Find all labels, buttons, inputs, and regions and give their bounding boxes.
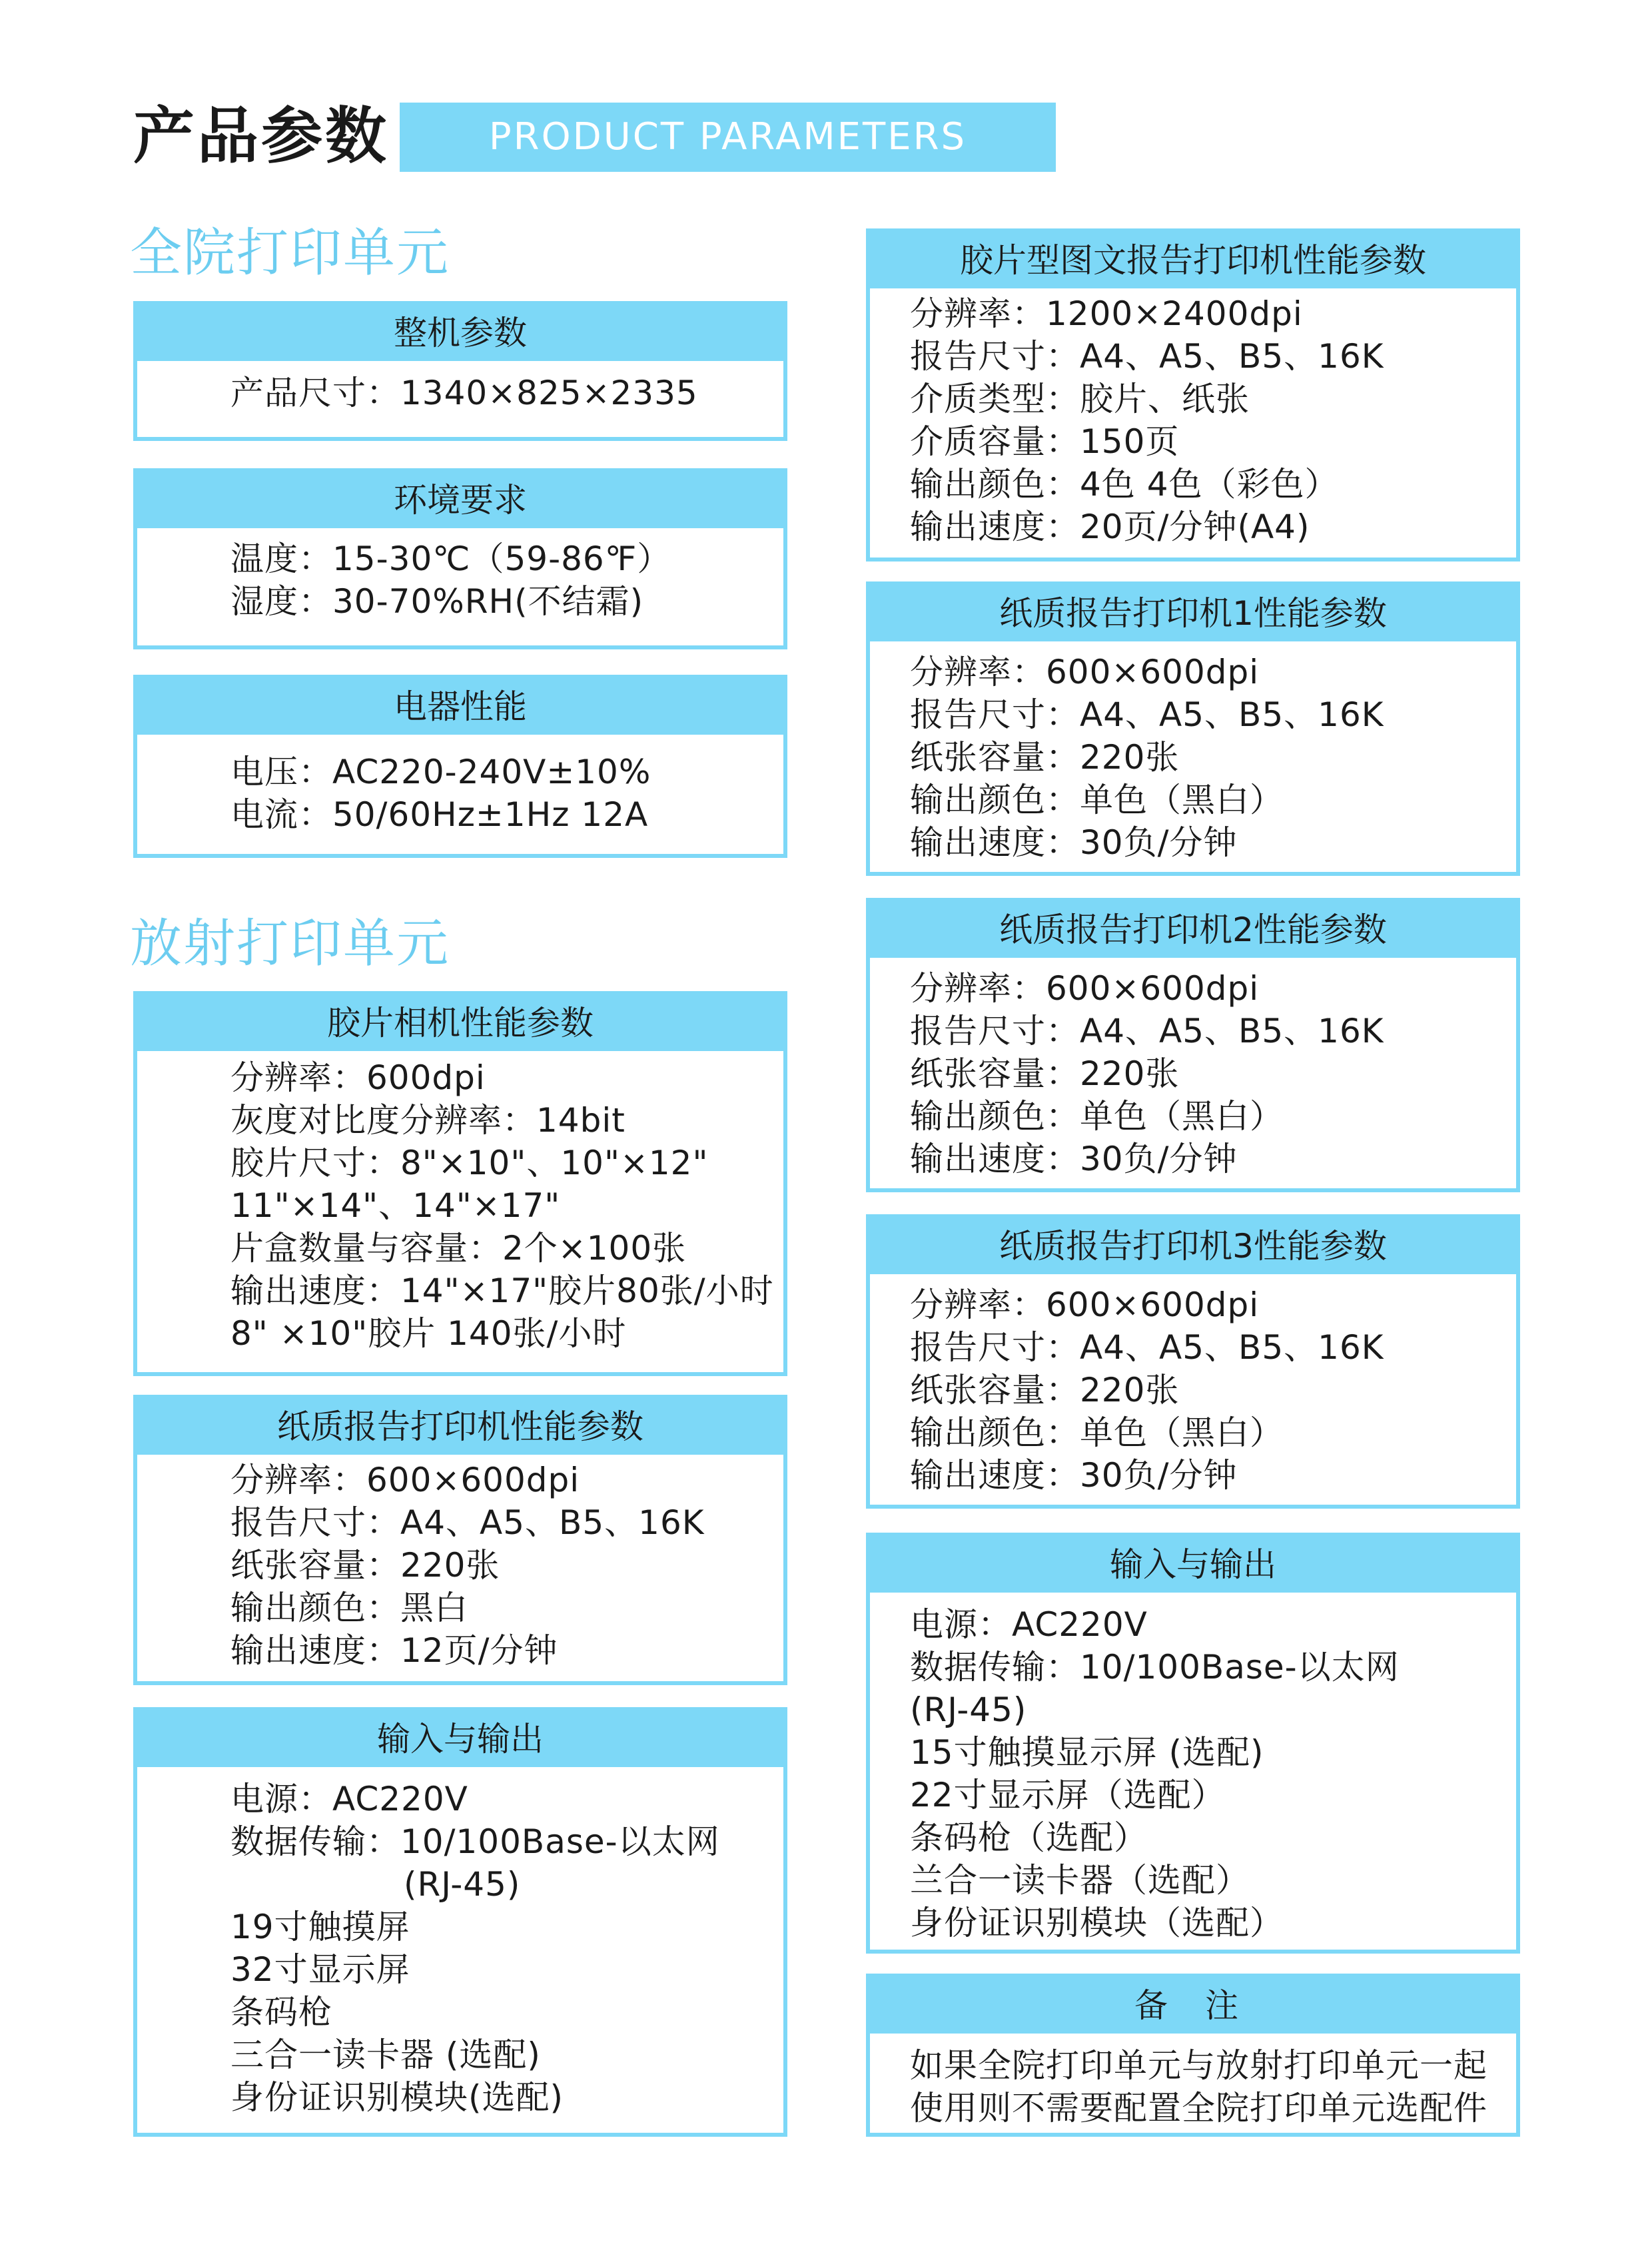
spec-line: 分辨率：600×600dpi: [230, 1461, 580, 1499]
spec-line: 电源：AC220V: [230, 1780, 468, 1818]
panel-title: 整机参数: [137, 305, 783, 361]
panel-film-report-printer: [866, 228, 1520, 561]
spec-line: 输出速度：30负/分钟: [910, 823, 1238, 862]
spec-line: 22寸显示屏（选配）: [910, 1776, 1226, 1814]
spec-line: 数据传输：10/100Base-以太网: [230, 1822, 720, 1861]
spec-line: 纸张容量：220张: [910, 1054, 1180, 1093]
spec-line: 输出速度：12页/分钟: [230, 1631, 558, 1670]
spec-line: 输出颜色：4色 4色（彩色）: [910, 465, 1339, 504]
spec-line: 输出速度：30负/分钟: [910, 1456, 1238, 1495]
spec-line: 报告尺寸：A4、A5、B5、16K: [910, 337, 1384, 376]
spec-line: 身份证识别模块（选配）: [910, 1904, 1284, 1942]
spec-line: 三合一读卡器 (选配): [230, 2036, 541, 2074]
panel-notes: [866, 1974, 1520, 2137]
panel-machine: [133, 301, 787, 441]
panel-title: 纸质报告打印机3性能参数: [870, 1218, 1516, 1274]
spec-line: 输出速度：14"×17"胶片80张/小时: [230, 1272, 774, 1310]
spec-line: 介质容量：150页: [910, 422, 1180, 461]
spec-line: 32寸显示屏: [230, 1950, 410, 1989]
spec-line: 纸张容量：220张: [910, 738, 1180, 777]
spec-line: 介质类型：胶片、纸张: [910, 380, 1250, 418]
spec-line: 湿度：30-70%RH(不结霜): [230, 582, 644, 621]
spec-line: 兰合一读卡器（选配）: [910, 1861, 1250, 1900]
panel-title: 环境要求: [137, 472, 783, 528]
panel-paper-printer-2: [866, 898, 1520, 1192]
spec-line: 分辨率：600dpi: [230, 1058, 486, 1097]
spec-line: 条码枪: [230, 1993, 332, 2032]
spec-line: 片盒数量与容量：2个×100张: [230, 1229, 687, 1268]
spec-line: 分辨率：600×600dpi: [910, 653, 1260, 691]
spec-line: 输出速度：20页/分钟(A4): [910, 508, 1310, 546]
panel-io-right: [866, 1533, 1520, 1954]
spec-line: 分辨率：1200×2400dpi: [910, 294, 1303, 333]
spec-line: 如果全院打印单元与放射打印单元一起: [910, 2046, 1487, 2085]
panel-electrical: [133, 675, 787, 858]
spec-line: 电流：50/60Hz±1Hz 12A: [230, 795, 649, 834]
spec-line: 电压：AC220-240V±10%: [230, 753, 651, 791]
panel-io-left: [133, 1707, 787, 2137]
section-title-whole-hospital: 全院打印单元: [130, 223, 450, 283]
spec-line: 输出颜色：单色（黑白）: [910, 1413, 1284, 1452]
spec-line: 灰度对比度分辨率：14bit: [230, 1101, 625, 1140]
panel-film-camera: [133, 991, 787, 1376]
spec-line: 报告尺寸：A4、A5、B5、16K: [910, 695, 1384, 734]
spec-line: 19寸触摸屏: [230, 1908, 410, 1946]
spec-line: 8" ×10"胶片 140张/小时: [230, 1314, 627, 1353]
panel-paper-printer-1: [866, 581, 1520, 876]
panel-title: 输入与输出: [870, 1537, 1516, 1593]
spec-line: 输出颜色：黑白: [230, 1589, 468, 1627]
spec-line: 报告尺寸：A4、A5、B5、16K: [910, 1012, 1384, 1050]
spec-line: 15寸触摸显示屏 (选配): [910, 1733, 1264, 1772]
spec-line: 报告尺寸：A4、A5、B5、16K: [230, 1503, 705, 1542]
spec-line: (RJ-45): [404, 1865, 521, 1904]
panel-paper-printer: [133, 1395, 787, 1685]
spec-line: (RJ-45): [910, 1690, 1027, 1729]
panel-title: 备 注: [870, 1978, 1516, 2034]
spec-line: 身份证识别模块(选配): [230, 2078, 564, 2117]
spec-line: 使用则不需要配置全院打印单元选配件: [910, 2089, 1487, 2127]
panel-paper-printer-3: [866, 1214, 1520, 1509]
panel-environment: [133, 468, 787, 649]
spec-line: 分辨率：600×600dpi: [910, 1286, 1260, 1324]
spec-line: 胶片尺寸：8"×10"、10"×12": [230, 1144, 709, 1182]
panel-title: 胶片相机性能参数: [137, 995, 783, 1051]
panel-title: 胶片型图文报告打印机性能参数: [870, 232, 1516, 288]
panel-title: 纸质报告打印机2性能参数: [870, 902, 1516, 958]
page-subtitle-band: PRODUCT PARAMETERS: [400, 103, 1056, 172]
page-title: 产品参数: [133, 101, 390, 172]
spec-line: 输出速度：30负/分钟: [910, 1140, 1238, 1178]
section-title-radiology: 放射打印单元: [130, 914, 450, 974]
spec-line: 11"×14"、14"×17": [230, 1186, 561, 1225]
spec-line: 报告尺寸：A4、A5、B5、16K: [910, 1328, 1384, 1367]
spec-line: 电源：AC220V: [910, 1605, 1148, 1644]
spec-line: 纸张容量：220张: [230, 1546, 500, 1585]
spec-line: 产品尺寸：1340×825×2335: [230, 374, 698, 412]
spec-line: 输出颜色：单色（黑白）: [910, 1097, 1284, 1136]
panel-title: 纸质报告打印机1性能参数: [870, 585, 1516, 641]
spec-line: 温度：15-30℃（59-86℉）: [230, 540, 671, 578]
panel-title: 输入与输出: [137, 1711, 783, 1767]
panel-title: 电器性能: [137, 679, 783, 735]
spec-line: 分辨率：600×600dpi: [910, 969, 1260, 1008]
panel-title: 纸质报告打印机性能参数: [137, 1399, 783, 1455]
spec-line: 输出颜色：单色（黑白）: [910, 781, 1284, 819]
spec-line: 条码枪（选配）: [910, 1818, 1148, 1857]
spec-line: 纸张容量：220张: [910, 1371, 1180, 1409]
spec-line: 数据传输：10/100Base-以太网: [910, 1648, 1400, 1686]
